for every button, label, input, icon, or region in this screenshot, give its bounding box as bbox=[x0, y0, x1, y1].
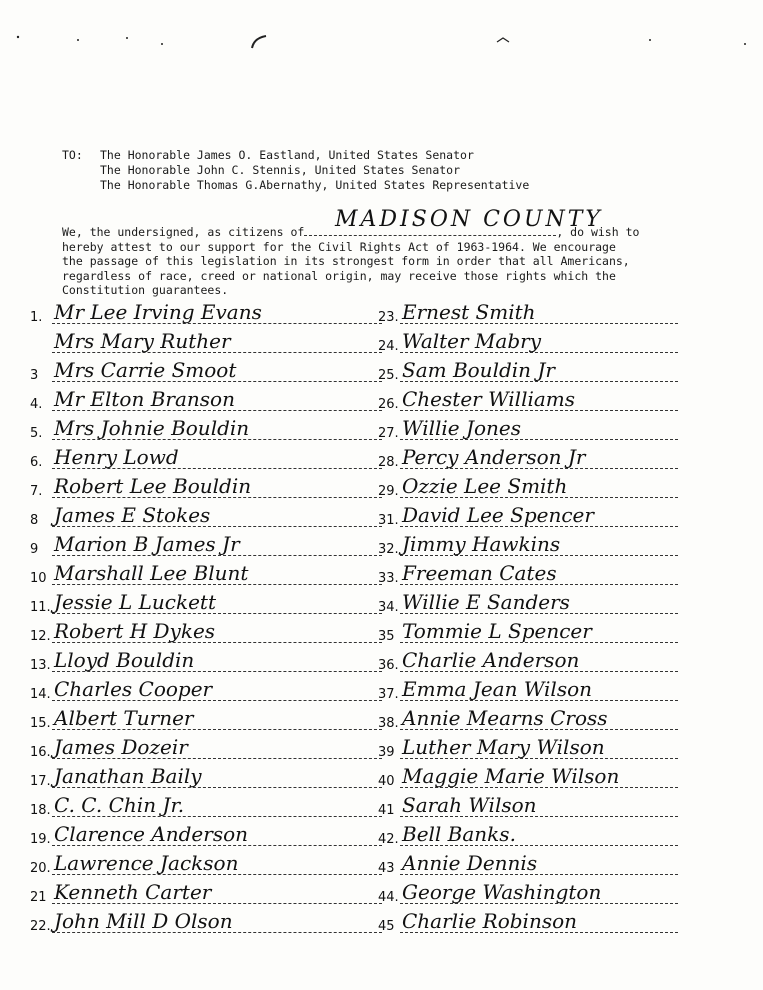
signature-name: Clarence Anderson bbox=[54, 822, 249, 846]
signature-name: Ernest Smith bbox=[402, 300, 536, 324]
signature-line bbox=[30, 590, 382, 619]
signature-number: 13. bbox=[30, 658, 51, 673]
signature-number: 27. bbox=[378, 426, 399, 441]
signature-number: 22. bbox=[30, 919, 51, 934]
scan-marks bbox=[0, 0, 763, 110]
signature-line bbox=[378, 851, 678, 880]
signature-number: 15. bbox=[30, 716, 51, 731]
signature-name: George Washington bbox=[402, 880, 602, 904]
signature-name: Willie Jones bbox=[402, 416, 522, 440]
signature-name: Henry Lowd bbox=[54, 445, 179, 469]
signature-number: 8 bbox=[30, 513, 39, 528]
signature-line bbox=[378, 909, 678, 938]
signature-line bbox=[30, 648, 382, 677]
signature-line bbox=[30, 822, 382, 851]
signature-name: Charlie Anderson bbox=[402, 648, 580, 672]
signature-line bbox=[30, 445, 382, 474]
signature-name: Mr Elton Branson bbox=[54, 387, 235, 411]
signature-line bbox=[378, 416, 678, 445]
signature-line bbox=[30, 851, 382, 880]
addressee-block bbox=[62, 148, 529, 193]
signature-line bbox=[378, 329, 678, 358]
signature-number: 5. bbox=[30, 426, 43, 441]
signature-line bbox=[30, 532, 382, 561]
addressee-text: The Honorable Thomas G.Abernathy, United States Representative bbox=[100, 178, 530, 192]
signature-number: 16. bbox=[30, 745, 51, 760]
signature-line bbox=[30, 619, 382, 648]
signature-line bbox=[30, 706, 382, 735]
signature-number: 20. bbox=[30, 861, 51, 876]
signature-name: Robert H Dykes bbox=[54, 619, 216, 643]
signature-line bbox=[30, 764, 382, 793]
statement-line bbox=[62, 225, 682, 240]
signature-number: 26. bbox=[378, 397, 399, 412]
signature-name: Emma Jean Wilson bbox=[402, 677, 593, 701]
signature-number: 7. bbox=[30, 484, 43, 499]
signature-line bbox=[30, 735, 382, 764]
signature-line bbox=[378, 300, 678, 329]
signature-line bbox=[378, 445, 678, 474]
signature-number: 38. bbox=[378, 716, 399, 731]
signature-line bbox=[378, 358, 678, 387]
signature-name: Jessie L Luckett bbox=[54, 590, 217, 614]
signature-line bbox=[378, 648, 678, 677]
signature-number: 19. bbox=[30, 832, 51, 847]
addressee-text: The Honorable John C. Stennis, United States Senator bbox=[100, 163, 461, 177]
signature-line bbox=[30, 474, 382, 503]
signature-line bbox=[378, 387, 678, 416]
signature-line bbox=[378, 822, 678, 851]
signature-number: 25. bbox=[378, 368, 399, 383]
signature-number: 12. bbox=[30, 629, 51, 644]
signature-line bbox=[378, 619, 678, 648]
signature-name: Luther Mary Wilson bbox=[402, 735, 605, 759]
signature-name: Bell Banks. bbox=[402, 822, 516, 846]
signature-column-left bbox=[30, 300, 382, 938]
signature-number: 39 bbox=[378, 745, 395, 760]
signature-name: Mrs Carrie Smoot bbox=[54, 358, 237, 382]
signature-number: 10 bbox=[30, 571, 47, 586]
signature-column-right bbox=[378, 300, 678, 938]
signature-name: Janathan Baily bbox=[54, 764, 202, 788]
signature-line bbox=[30, 880, 382, 909]
signature-number: 40 bbox=[378, 774, 395, 789]
signature-name: C. C. Chin Jr. bbox=[54, 793, 185, 817]
signature-line bbox=[30, 503, 382, 532]
signature-line bbox=[378, 706, 678, 735]
signature-name: Marshall Lee Blunt bbox=[54, 561, 249, 585]
signature-number: 45 bbox=[378, 919, 395, 934]
signature-number: 4. bbox=[30, 397, 43, 412]
signature-line bbox=[378, 764, 678, 793]
signature-number: 32. bbox=[378, 542, 399, 557]
signature-line bbox=[378, 735, 678, 764]
signature-line bbox=[30, 387, 382, 416]
signature-number: 17. bbox=[30, 774, 51, 789]
signature-name: James Dozeir bbox=[54, 735, 188, 759]
signature-name: Tommie L Spencer bbox=[402, 619, 592, 643]
statement-line: the passage of this legislation in its strongest form in order that all Americans, bbox=[62, 254, 630, 268]
signature-number: 21 bbox=[30, 890, 47, 905]
signature-name: Marion B James Jr bbox=[54, 532, 240, 556]
signature-name: Sarah Wilson bbox=[402, 793, 537, 817]
signature-name: Mrs Mary Ruther bbox=[54, 329, 231, 353]
addressee-line bbox=[62, 178, 529, 193]
signature-line bbox=[30, 358, 382, 387]
signature-name: Sam Bouldin Jr bbox=[402, 358, 555, 382]
signature-number: 18. bbox=[30, 803, 51, 818]
signature-number: 11. bbox=[30, 600, 51, 615]
signature-number: 33. bbox=[378, 571, 399, 586]
signature-name: Lawrence Jackson bbox=[54, 851, 239, 875]
signature-line bbox=[378, 793, 678, 822]
signature-name: Maggie Marie Wilson bbox=[402, 764, 620, 788]
signature-line bbox=[378, 561, 678, 590]
signature-number: 36. bbox=[378, 658, 399, 673]
county-handwritten: MADISON COUNTY bbox=[335, 207, 603, 232]
addressee-text: The Honorable James O. Eastland, United States Senator bbox=[100, 148, 474, 162]
statement-text: We, the undersigned, as citizens of bbox=[62, 225, 305, 239]
addressee-line bbox=[62, 163, 529, 178]
signature-name: Freeman Cates bbox=[402, 561, 557, 585]
signature-number: 9 bbox=[30, 542, 39, 557]
signature-number: 28. bbox=[378, 455, 399, 470]
signature-line bbox=[30, 561, 382, 590]
signature-name: Jimmy Hawkins bbox=[402, 532, 561, 556]
signature-line bbox=[30, 909, 382, 938]
signature-line bbox=[30, 329, 382, 358]
signature-name: Willie E Sanders bbox=[402, 590, 570, 614]
statement-paragraph bbox=[62, 225, 682, 298]
signature-line bbox=[30, 793, 382, 822]
signature-name: Ozzie Lee Smith bbox=[402, 474, 568, 498]
statement-line: regardless of race, creed or national origin, may receive those rights which the bbox=[62, 268, 616, 283]
signature-name: Percy Anderson Jr bbox=[402, 445, 586, 469]
signature-line bbox=[378, 590, 678, 619]
signature-name: John Mill D Olson bbox=[54, 909, 233, 933]
signature-name: David Lee Spencer bbox=[402, 503, 594, 527]
signature-number: 6. bbox=[30, 455, 43, 470]
signature-number: 44. bbox=[378, 890, 399, 905]
signature-name: James E Stokes bbox=[54, 503, 211, 527]
signature-line bbox=[30, 416, 382, 445]
signature-name: Walter Mabry bbox=[402, 329, 541, 353]
signature-number: 14. bbox=[30, 687, 51, 702]
signature-line bbox=[378, 503, 678, 532]
signature-number: 1. bbox=[30, 310, 43, 325]
signature-number: 43 bbox=[378, 861, 395, 876]
signature-name: Mrs Johnie Bouldin bbox=[54, 416, 250, 440]
signature-number: 3 bbox=[30, 368, 39, 383]
signature-name: Kenneth Carter bbox=[54, 880, 212, 904]
signature-name: Albert Turner bbox=[54, 706, 194, 730]
statement-text: , do wish to bbox=[556, 225, 640, 239]
signature-number: 24. bbox=[378, 339, 399, 354]
signature-line bbox=[30, 300, 382, 329]
signature-name: Mr Lee Irving Evans bbox=[54, 300, 262, 324]
signature-number: 23. bbox=[378, 310, 399, 325]
signature-name: Annie Dennis bbox=[402, 851, 538, 875]
signature-number: 35 bbox=[378, 629, 395, 644]
signature-number: 37. bbox=[378, 687, 399, 702]
signature-line bbox=[378, 677, 678, 706]
signature-name: Chester Williams bbox=[402, 387, 576, 411]
signature-name: Lloyd Bouldin bbox=[54, 648, 195, 672]
addressee-line bbox=[62, 148, 529, 163]
signature-name: Annie Mearns Cross bbox=[402, 706, 608, 730]
statement-line: hereby attest to our support for the Civil Rights Act of 1963-1964. We encourage bbox=[62, 239, 616, 254]
signature-number: 34. bbox=[378, 600, 399, 615]
signature-number: 31. bbox=[378, 513, 399, 528]
signature-number: 29. bbox=[378, 484, 399, 499]
to-label: TO: bbox=[62, 148, 83, 162]
statement-line: Constitution guarantees. bbox=[62, 283, 229, 297]
signature-name: Robert Lee Bouldin bbox=[54, 474, 252, 498]
signature-line bbox=[378, 880, 678, 909]
signature-line bbox=[378, 474, 678, 503]
signature-number: 42. bbox=[378, 832, 399, 847]
signature-name: Charles Cooper bbox=[54, 677, 213, 701]
signature-line bbox=[30, 677, 382, 706]
signature-name: Charlie Robinson bbox=[402, 909, 578, 933]
signature-number: 41 bbox=[378, 803, 395, 818]
signature-line bbox=[378, 532, 678, 561]
